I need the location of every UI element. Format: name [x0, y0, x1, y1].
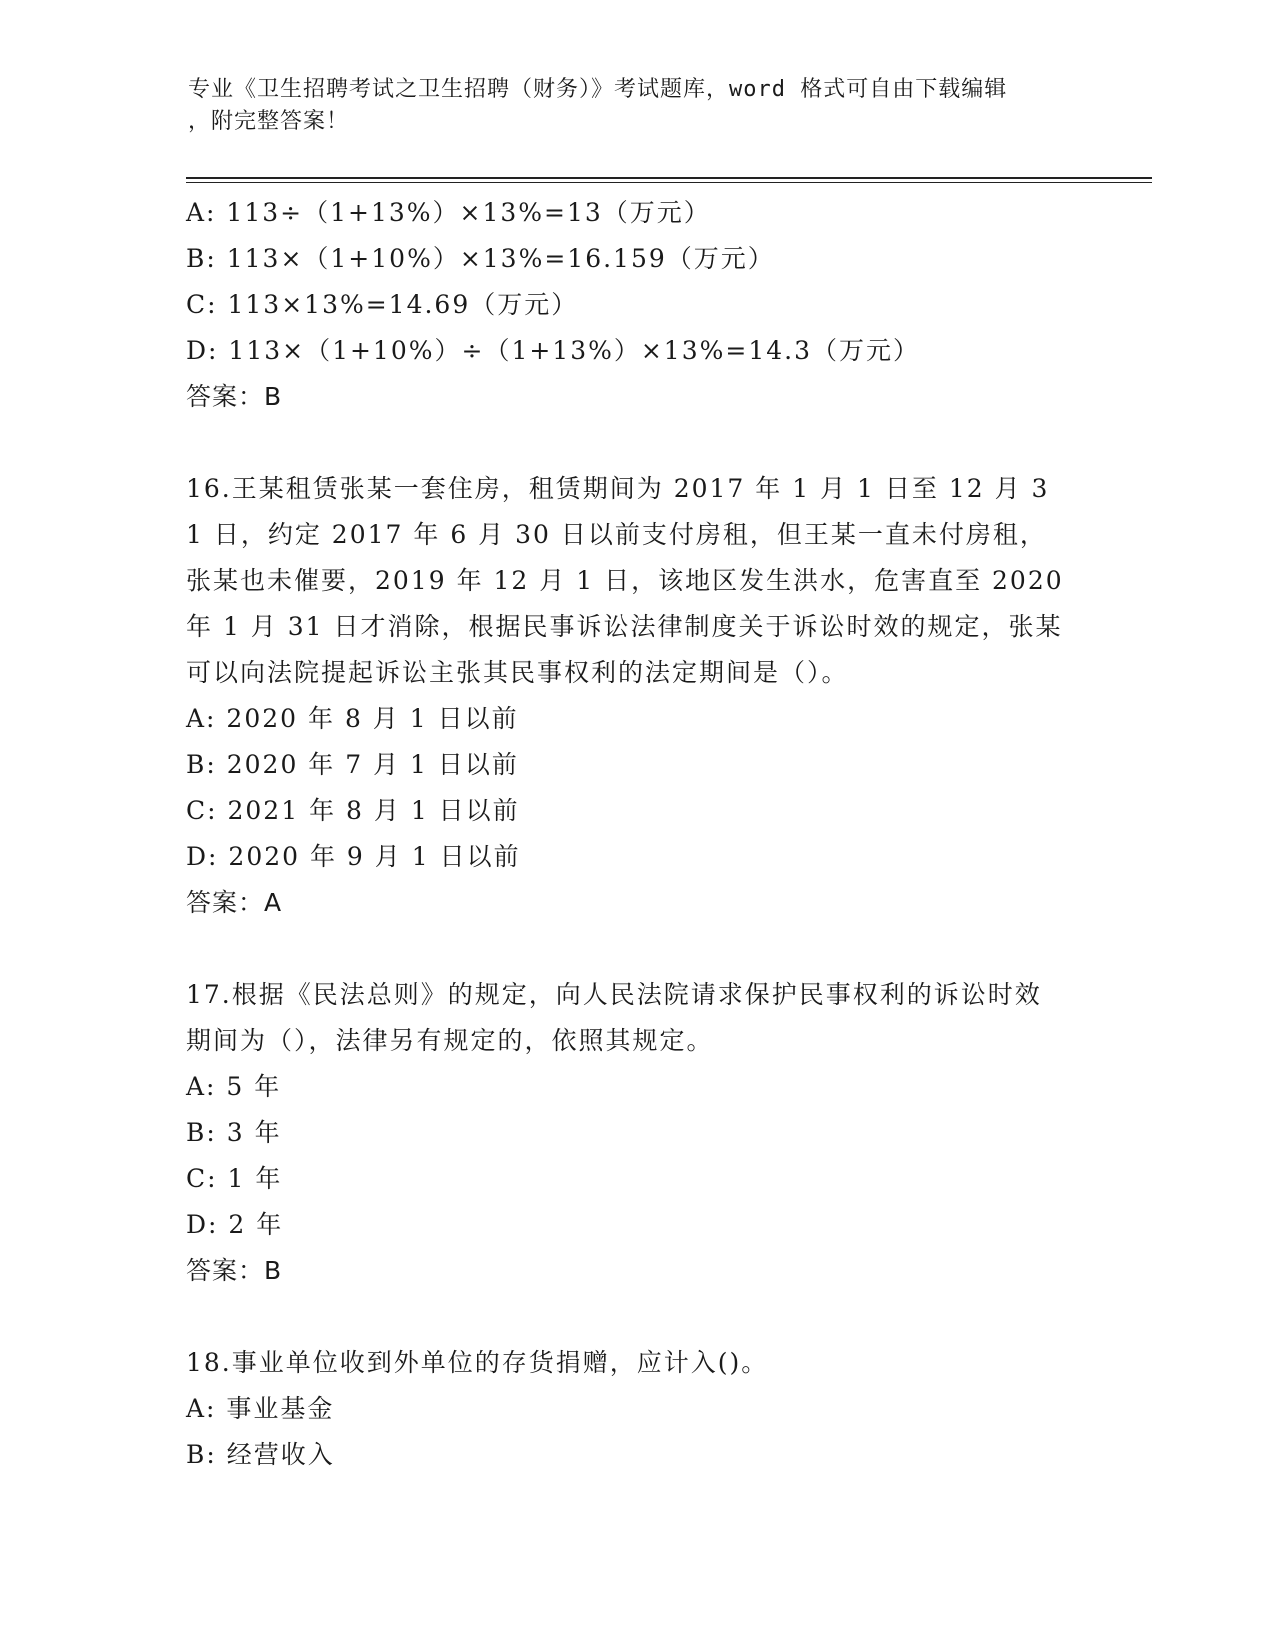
- answer: 答案：B: [186, 382, 283, 411]
- option-c: C: 1 年: [186, 1164, 283, 1193]
- option-b: B: 经营收入: [186, 1440, 335, 1469]
- header-rule-thin: [186, 182, 1152, 183]
- option-d: D: 2 年: [186, 1210, 284, 1239]
- document-body: [186, 190, 1086, 1478]
- header-rule-thick: [186, 177, 1152, 179]
- option-d: D: 113×（1+10%）÷（1+13%）×13%=14.3（万元）: [186, 336, 920, 365]
- question-block-17: [186, 972, 1086, 1294]
- option-b: B: 3 年: [186, 1118, 282, 1147]
- option-a: A: 2020 年 8 月 1 日以前: [186, 704, 519, 733]
- option-c: C: 113×13%=14.69（万元）: [186, 290, 579, 319]
- option-b: B: 2020 年 7 月 1 日以前: [186, 750, 519, 779]
- question-block-16: [186, 466, 1086, 926]
- question-stem: 17.根据《民法总则》的规定，向人民法院请求保护民事权利的诉讼时效期间为（），法律另有规定的，依照其规定。: [186, 980, 1042, 1055]
- question-block-18: [186, 1340, 1086, 1478]
- option-a: A: 5 年: [186, 1072, 282, 1101]
- answer: 答案：A: [186, 888, 283, 917]
- question-block-15: [186, 190, 1086, 420]
- option-d: D: 2020 年 9 月 1 日以前: [186, 842, 521, 871]
- question-stem: 18.事业单位收到外单位的存货捐赠，应计入()。: [186, 1348, 769, 1377]
- option-c: C: 2021 年 8 月 1 日以前: [186, 796, 520, 825]
- document-header: 专业《卫生招聘考试之卫生招聘（财务）》考试题库，word 格式可自由下载编辑 ，附完整答案！: [188, 77, 1008, 134]
- option-a: A: 事业基金: [186, 1394, 335, 1423]
- option-b: B: 113×（1+10%）×13%=16.159（万元）: [186, 244, 775, 273]
- answer: 答案：B: [186, 1256, 283, 1285]
- option-a: A: 113÷（1+13%）×13%=13（万元）: [186, 198, 711, 227]
- question-stem: 16.王某租赁张某一套住房，租赁期间为 2017 年 1 月 1 日至 12 月 31 日，约定 2017 年 6 月 30 日以前支付房租，但王某一直未付房租，张某也未催要，2019 年 12 月 1 日，该地区发生洪水，危害直至 2020 年 1 月 31 日才消除，根据民事诉讼法律制度关于诉讼时效的规定，张某可以向法院提起诉讼主张其民事权利的法定期间是（）。: [186, 474, 1064, 687]
